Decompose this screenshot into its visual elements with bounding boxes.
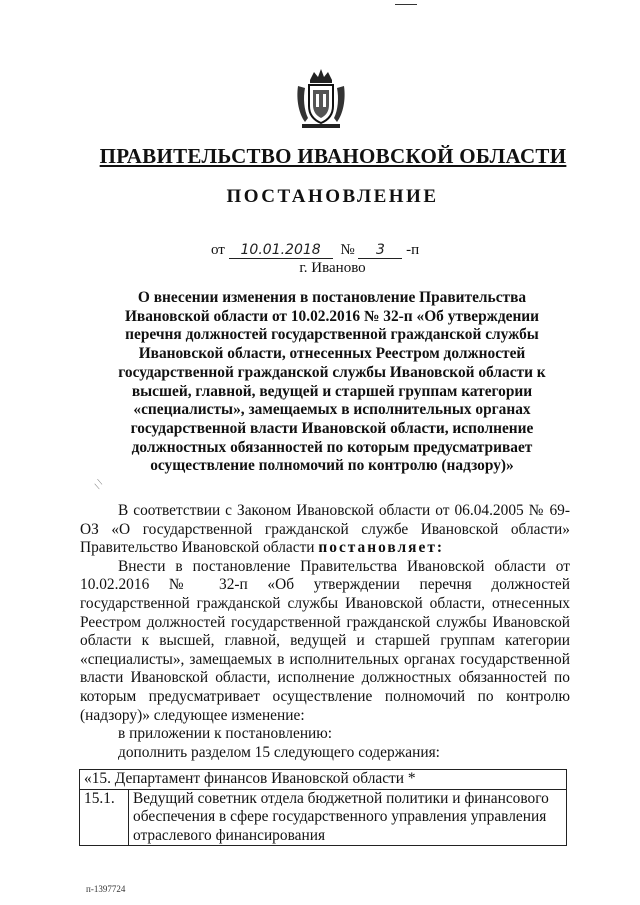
basis-text: В соответствии с Законом Ивановской области от 06.04.2005 № 69-ОЗ «О государственной гражданской службе Ивановской области» Правительство Ивановской области	[80, 502, 570, 557]
table-cell-position: Ведущий советник отдела бюджетной политики и финансового обеспечения в сфере государственного управления управления отраслевого финансирования	[129, 789, 567, 846]
city: г. Иваново	[299, 260, 366, 276]
government-title: ПРАВИТЕЛЬСТВО ИВАНОВСКОЙ ОБЛАСТИ	[99, 144, 567, 168]
top-rule	[395, 4, 417, 5]
paragraph-appendix: в приложении к постановлению:	[118, 725, 333, 743]
positions-table	[79, 769, 567, 846]
document-body	[80, 502, 570, 762]
table-cell-number: 15.1.	[80, 789, 129, 846]
coat-of-arms-icon	[296, 66, 346, 130]
table-section-header: «15. Департамент финансов Ивановской области *	[80, 770, 567, 790]
paragraph-basis	[80, 502, 570, 558]
table-row	[80, 789, 567, 846]
date-prefix: от	[211, 242, 225, 258]
number-sign: №	[340, 242, 355, 258]
decree-word: постановляет:	[318, 539, 445, 557]
number-value: 3	[358, 242, 402, 259]
margin-mark: / /	[92, 478, 106, 491]
document-type: ПОСТАНОВЛЕНИЕ	[226, 186, 439, 207]
footer-code: п-1397724	[86, 884, 126, 894]
document-subject: О внесении изменения в постановление Правительства Ивановской области от 10.02.2016 № 32-п «Об утверждении перечня должностей государственной гражданской службы Ивановской области, отнесенных Реестром должностей государственной гражданской службы Ивановской области к высшей, главной, ведущей и старшей группам категории «специалисты», замещаемых в исполнительных органах государственной власти Ивановской области, исполнение должностных обязанностей по которым предусматривает осуществление полномочий по контролю (надзору)»	[118, 289, 546, 475]
paragraph-add-section: дополнить разделом 15 следующего содержания:	[118, 743, 440, 761]
date-value: 10.01.2018	[229, 242, 333, 259]
table-header-row	[80, 770, 567, 790]
paragraph-amendment: Внести в постановление Правительства Ивановской области от 10.02.2016 № 32-п «Об утверждении перечня должностей государственной гражданской службы Ивановской области, отнесенных Реестром должностей государственной гражданской службы Ивановской области к высшей, главной, ведущей и старшей группам категории «специалисты», замещаемых в исполнительных органах государственной власти Ивановской области, исполнение должностных обязанностей по которым предусматривает осуществление полномочий по контролю (надзору)» следующее изменение:	[80, 557, 570, 724]
number-suffix: -п	[406, 242, 420, 258]
date-number-line	[211, 242, 419, 259]
